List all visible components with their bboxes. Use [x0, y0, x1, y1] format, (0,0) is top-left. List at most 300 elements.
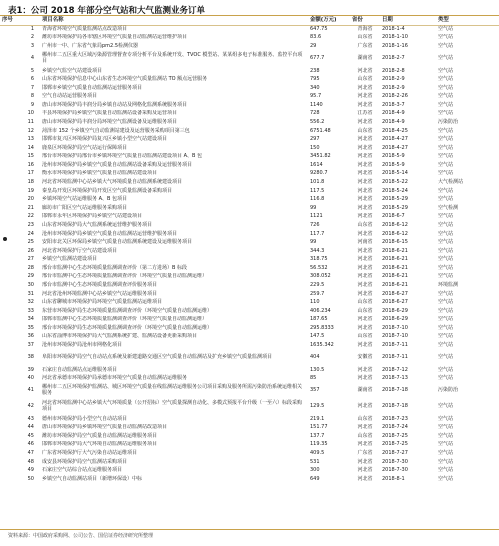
cell-province: 河北省 [357, 324, 373, 331]
cell-type: 空气站 [438, 110, 454, 117]
cell-type: 空气站 [438, 467, 454, 474]
table-row [0, 75, 499, 84]
cell-province: 河北省 [357, 467, 373, 474]
cell-type: 空气站 [438, 475, 454, 482]
cell-date: 2018-8-1 [382, 475, 405, 482]
table-row [0, 161, 499, 170]
cell-no: 50 [27, 475, 34, 482]
cell-province: 河北省 [357, 475, 373, 482]
cell-name: 邯郸市复兴区环境保护局复兴区乡镇小型空气站建设项目 [42, 136, 168, 143]
cell-amount: 150 [310, 144, 320, 151]
cell-name: 郴州市二五区环境保护监测站、城区环境空气质量在线监测站运维服务公司项目采购及服务所需污染防治系统运维相关服务 [42, 384, 303, 396]
table-row [0, 316, 499, 325]
cell-date: 2018-5-29 [382, 196, 408, 203]
cell-date: 2018-2-7 [382, 54, 405, 61]
cell-name: 邯郸市监测中心生态环境质量监测调查评价（环境空气质量自动监测运维） [42, 316, 208, 323]
cell-amount: 147.5 [310, 333, 325, 340]
table-row [0, 84, 499, 93]
cell-name: 邢台市环境保护局邢台市乡镇环境空气质量自动监测站建设项目 A、B 包 [42, 153, 203, 160]
cell-date: 2018-7-12 [382, 366, 408, 373]
cell-province: 河北省 [357, 247, 373, 254]
cell-province: 河北省 [357, 290, 373, 297]
cell-name: 成安县环境保护局空气监测站采购项目 [42, 458, 128, 465]
table-row [0, 366, 499, 375]
cell-name: 唐山市环境保护局丰润分局乡镇自动站及网格化监测系统服务项目 [42, 101, 188, 108]
cell-no: 13 [27, 136, 34, 143]
cell-no: 46 [27, 441, 34, 448]
table-row [0, 118, 499, 127]
cell-type: 空气站 [438, 127, 454, 134]
cell-amount: 85 [310, 375, 317, 382]
cell-province: 河北省 [357, 273, 373, 280]
cell-province: 河北省 [357, 316, 373, 323]
cell-province: 山东省 [357, 333, 373, 340]
cell-name: 邢台市监测中心生态环境质量监测调查评价服务项目 [42, 281, 158, 288]
cell-name: 沧州市环境保护局沧州市网格化项目 [42, 342, 123, 349]
cell-type: 空气站 [438, 221, 454, 228]
cell-province: 河北省 [357, 153, 373, 160]
cell-date: 2018-4-27 [382, 144, 408, 151]
cell-no: 44 [27, 424, 34, 431]
cell-name: 德州市环境保护局小型空气自动站项目 [42, 415, 128, 422]
col-header-amount: 金额(万元) [310, 16, 337, 23]
table-row [0, 34, 499, 43]
table-row [0, 25, 499, 34]
cell-no: 25 [27, 239, 34, 246]
cell-name: 邢台市监测中心生态环境质量监测调查评价（环境空气质量自动监测运维） [42, 273, 208, 280]
cell-name: 河北省沧州环境监测中心站乡镇空气站运维服务项目 [42, 290, 158, 297]
cell-amount: 404 [310, 353, 320, 360]
cell-no: 32 [27, 299, 34, 306]
cell-name: 山东省淄博市环境保护局大气监测系统扩建、监测站设备更新采购项目 [42, 333, 198, 340]
cell-type: 空气站 [438, 307, 454, 314]
table-row [0, 247, 499, 256]
cell-name: 山东省聊城市环境保护局环境空气质量监测站运维项目 [42, 299, 163, 306]
table-row [0, 466, 499, 475]
cell-province: 河北省 [357, 204, 373, 211]
cell-amount: 357 [310, 387, 320, 394]
cell-type: 空气站 [438, 316, 454, 323]
cell-date: 2018-5-14 [382, 170, 408, 177]
cell-province: 青海省 [357, 25, 373, 32]
cell-no: 33 [27, 307, 34, 314]
cell-type: 空气站 [438, 299, 454, 306]
cell-amount: 795 [310, 76, 320, 83]
cell-date: 2018-1-4 [382, 25, 405, 32]
cell-type: 空气站 [438, 324, 454, 331]
cell-province: 山东省 [357, 299, 373, 306]
table-row [0, 92, 499, 101]
cell-amount: 117.5 [310, 187, 325, 194]
cell-no: 7 [30, 84, 34, 91]
cell-province: 河北省 [357, 230, 373, 237]
cell-no: 17 [27, 170, 34, 177]
cell-name: 乡镇空气自动监测站项目（新增环保设）中标 [42, 475, 143, 482]
cell-date: 2018-7-30 [382, 467, 408, 474]
cell-amount: 151.77 [310, 424, 328, 431]
cell-no: 42 [27, 403, 34, 410]
cell-date: 2018-6-15 [382, 239, 408, 246]
cell-name: 邯郸市永年区环境保护局乡镇空气站建设项目 [42, 213, 143, 220]
col-header-no: 序号 [2, 16, 13, 23]
cell-province: 山东省 [357, 34, 373, 41]
cell-province: 广东省 [357, 42, 373, 49]
cell-province: 河北省 [357, 93, 373, 100]
cell-date: 2018-1-10 [382, 34, 408, 41]
cell-amount: 649 [310, 475, 320, 482]
cell-province: 河北省 [357, 213, 373, 220]
cell-no: 41 [27, 387, 34, 394]
table-row [0, 127, 499, 136]
cell-name: 邢台市监测中心生态环境质量监测调查评价（第二方进场）B 标段 [42, 264, 188, 271]
cell-amount: 677.7 [310, 54, 325, 61]
cell-type: 空气站 [438, 170, 454, 177]
cell-amount: 99 [310, 204, 317, 211]
cell-no: 23 [27, 221, 34, 228]
cell-date: 2018-4-27 [382, 136, 408, 143]
cell-date: 2018-7-18 [382, 403, 408, 410]
cell-amount: 6751.48 [310, 127, 331, 134]
cell-date: 2018-7-10 [382, 324, 408, 331]
cell-amount: 238 [310, 67, 320, 74]
cell-date: 2018-5-24 [382, 187, 408, 194]
table-header-row [0, 16, 499, 25]
cell-no: 14 [27, 144, 34, 151]
cell-no: 27 [27, 256, 34, 263]
cell-no: 22 [27, 213, 34, 220]
cell-name: 秦皇岛开发区环境保护局开发区空气质量监测设备采购项目 [42, 187, 173, 194]
cell-no: 49 [27, 467, 34, 474]
cell-name: 山东省环境保护局大气监测系统运营维护服务项目 [42, 221, 153, 228]
cell-type: 空气站 [438, 34, 454, 41]
cell-type: 空气站 [438, 230, 454, 237]
cell-name: 衡水市环境保护局乡镇空气质量自动监测站建设项目 [42, 170, 158, 177]
cell-province: 广东省 [357, 450, 373, 457]
cell-name: 空气自动站运营服务项目 [42, 93, 98, 100]
cell-type: 空气站 [438, 375, 454, 382]
cell-type: 空气站 [438, 458, 454, 465]
table-row [0, 135, 499, 144]
cell-type: 空气站 [438, 213, 454, 220]
cell-province: 河北省 [357, 264, 373, 271]
table-body [0, 25, 499, 484]
cell-date: 2018-4-9 [382, 110, 405, 117]
table-row [0, 51, 499, 67]
cell-province: 山东省 [357, 432, 373, 439]
cell-type: 空气站 [438, 153, 454, 160]
cell-no: 15 [27, 153, 34, 160]
cell-date: 2018-4-9 [382, 118, 405, 125]
cell-date: 2018-2-9 [382, 84, 405, 91]
cell-type: 空气站 [438, 161, 454, 168]
cell-province: 河北省 [357, 187, 373, 194]
cell-type: 污染防治 [438, 118, 459, 125]
cell-name: 河北省环境保护厅空气站建设项目 [42, 247, 118, 254]
cell-name: 乡镇环境空气站运维服务 A、B 包项目 [42, 196, 128, 203]
table-row [0, 170, 499, 179]
table-row [0, 298, 499, 307]
cell-amount: 229.5 [310, 281, 325, 288]
cell-type: 空气站 [438, 93, 454, 100]
cell-type: 空气站 [438, 415, 454, 422]
cell-amount: 9280.7 [310, 170, 328, 177]
table-row [0, 42, 499, 51]
cell-amount: 3451.82 [310, 153, 331, 160]
cell-amount: 129.5 [310, 403, 325, 410]
cell-name: 河北省承德市环境保护局承德市环境空气质量自动监测站运维服务 [42, 375, 188, 382]
cell-type: 空气站 [438, 290, 454, 297]
cell-province: 湖南省 [357, 54, 373, 61]
cell-type: 空气站 [438, 424, 454, 431]
table-row [0, 264, 499, 273]
cell-type: 空气站 [438, 144, 454, 151]
cell-no: 10 [27, 110, 34, 117]
cell-amount: 340 [310, 84, 320, 91]
cell-no: 3 [30, 42, 34, 49]
cell-name: 东营市环境保护局生态环境质量监测调查评价（环境空气质量自动监测运维） [42, 307, 213, 314]
cell-amount: 295.8333 [310, 324, 334, 331]
table-row [0, 255, 499, 264]
cell-date: 2018-5-9 [382, 161, 405, 168]
table-row [0, 290, 499, 299]
cell-type: 空气站 [438, 403, 454, 410]
col-header-date: 日期 [382, 16, 393, 23]
table-row [0, 374, 499, 383]
cell-type: 空气站 [438, 54, 454, 61]
cell-province: 河南省 [357, 239, 373, 246]
cell-amount: 219.1 [310, 415, 325, 422]
cell-province: 山东省 [357, 307, 373, 314]
cell-no: 30 [27, 281, 34, 288]
cell-province: 河北省 [357, 136, 373, 143]
cell-no: 31 [27, 290, 34, 297]
table-row [0, 475, 499, 484]
cell-type: 空气站 [438, 84, 454, 91]
cell-amount: 1121 [310, 213, 323, 220]
cell-type: 空气站 [438, 101, 454, 108]
cell-province: 河北省 [357, 458, 373, 465]
cell-province: 河北省 [357, 118, 373, 125]
cell-type: 空气站 [438, 353, 454, 360]
cell-date: 2018-6-21 [382, 281, 408, 288]
cell-amount: 531 [310, 458, 320, 465]
cell-province: 河北省 [357, 424, 373, 431]
cell-type: 空气站 [438, 264, 454, 271]
cell-amount: 297 [310, 136, 320, 143]
cell-date: 2018-6-29 [382, 316, 408, 323]
table-row [0, 178, 499, 187]
table-row [0, 449, 499, 458]
cell-no: 19 [27, 187, 34, 194]
cell-date: 2018-5-29 [382, 204, 408, 211]
cell-date: 2018-7-30 [382, 458, 408, 465]
cell-type: 空气站 [438, 239, 454, 246]
cell-type: 空气站 [438, 25, 454, 32]
cell-type: 空气检测 [438, 204, 459, 211]
cell-no: 29 [27, 273, 34, 280]
col-header-type: 类型 [438, 16, 449, 23]
cell-province: 河北省 [357, 342, 373, 349]
cell-date: 2018-2-8 [382, 67, 405, 74]
cell-name: 丰县环境保护局乡镇空气质量自动监测站设备采购及运营项目 [42, 110, 178, 117]
cell-amount: 1614 [310, 161, 323, 168]
cell-amount: 137.7 [310, 432, 325, 439]
cell-amount: 308.052 [310, 273, 331, 280]
cell-date: 2018-1-16 [382, 42, 408, 49]
cell-name: 潍坊市环境保护局空气质量自动监测站运维服务项目 [42, 432, 158, 439]
col-header-name: 项目名称 [42, 16, 64, 23]
cell-name: 河北省环境监测中心站乡镇大气环境质量（公开招标）空气质量探测自动化、多模式预报平台升级（一至六）标段采购项目 [42, 400, 303, 412]
cell-amount: 406.234 [310, 307, 331, 314]
cell-type: 空气站 [438, 441, 454, 448]
cell-date: 2018-3-7 [382, 101, 405, 108]
cell-no: 11 [27, 118, 34, 125]
cell-no: 40 [27, 375, 34, 382]
cell-name: 邯郸市乡镇空气质量自动监测站运营服务项目 [42, 84, 143, 91]
cell-province: 河北省 [357, 441, 373, 448]
cell-name: 郴州市二五区重大区域污染源管理督查专项分析平台及系统开发、TVOC 模型站、某某组多电子标准服务、监控平台项目 [42, 51, 303, 64]
cell-no: 28 [27, 264, 34, 271]
cell-no: 18 [27, 179, 34, 186]
cell-type: 空气站 [438, 196, 454, 203]
cell-date: 2018-7-27 [382, 450, 408, 457]
cell-date: 2018-6-29 [382, 307, 408, 314]
table-row [0, 273, 499, 282]
cell-type: 大气检测站 [438, 179, 464, 186]
cell-date: 2018-7-23 [382, 415, 408, 422]
cell-amount: 1635.342 [310, 342, 334, 349]
cell-type: 空气站 [438, 432, 454, 439]
cell-date: 2018-5-9 [382, 153, 405, 160]
cell-type: 空气站 [438, 247, 454, 254]
cell-date: 2018-7-25 [382, 432, 408, 439]
cell-amount: 101.8 [310, 179, 325, 186]
cell-province: 河北省 [357, 403, 373, 410]
cell-no: 8 [30, 93, 34, 100]
cell-type: 空气站 [438, 136, 454, 143]
cell-province: 河北省 [357, 170, 373, 177]
cell-date: 2018-6-21 [382, 256, 408, 263]
cell-amount: 409.5 [310, 450, 325, 457]
cell-amount: 117.7 [310, 230, 325, 237]
cell-date: 2018-7-10 [382, 333, 408, 340]
cell-no: 36 [27, 333, 34, 340]
cell-province: 山东省 [357, 415, 373, 422]
cell-province: 山东省 [357, 127, 373, 134]
cell-name: 沧州市环境保护局乡镇空气质量自动监测站运营维护服务项目 [42, 230, 178, 237]
cell-no: 34 [27, 316, 34, 323]
cell-no: 4 [30, 54, 34, 61]
cell-type: 污染防治 [438, 387, 459, 394]
cell-province: 河北省 [357, 375, 373, 382]
table-row [0, 399, 499, 415]
cell-amount: 344.3 [310, 247, 325, 254]
cell-date: 2018-7-25 [382, 441, 408, 448]
cell-no: 26 [27, 247, 34, 254]
cell-name: 唐山市环境保护局丰润分局环境空气监测设备及运维服务项目 [42, 118, 178, 125]
cell-name: 廊坊市广阳区空气站运维服务采购项目 [42, 204, 128, 211]
cell-name: 石家庄空气站综合站点运维服务项目 [42, 467, 123, 474]
table-row [0, 458, 499, 467]
cell-name: 山东省环境保护信息中心山东省生态环境空气质量监测站 TO 额点远营服务 [42, 76, 208, 83]
cell-province: 湖南省 [357, 387, 373, 394]
table-row [0, 307, 499, 316]
cell-no: 45 [27, 432, 34, 439]
cell-province: 河北省 [357, 196, 373, 203]
cell-date: 2018-6-27 [382, 290, 408, 297]
cell-no: 1 [30, 25, 34, 32]
cell-no: 48 [27, 458, 34, 465]
cell-amount: 130.5 [310, 366, 325, 373]
cell-province: 河北省 [357, 144, 373, 151]
table-row [0, 341, 499, 350]
cell-no: 12 [27, 127, 34, 134]
cell-province: 山东省 [357, 221, 373, 228]
cell-date: 2018-7-13 [382, 375, 408, 382]
cell-no: 47 [27, 450, 34, 457]
cell-name: 安阳市北关区环保局乡镇空气质量自动监测系统建设及运维服务项目 [42, 239, 193, 246]
cell-no: 38 [27, 353, 34, 360]
table-row [0, 221, 499, 230]
cell-amount: 647.75 [310, 25, 328, 32]
cell-type: 空气站 [438, 256, 454, 263]
cell-name: 乡镇空气监空气站建设项目 [42, 67, 103, 74]
cell-name: 石家庄自动监测站点运维服务项目 [42, 366, 118, 373]
cell-date: 2018-6-21 [382, 273, 408, 280]
cell-date: 2018-6-27 [382, 299, 408, 306]
cell-type: 空气站 [438, 450, 454, 457]
cell-no: 9 [30, 101, 34, 108]
table-row [0, 383, 499, 399]
cell-province: 山东省 [357, 76, 373, 83]
cell-province: 河北省 [357, 366, 373, 373]
cell-no: 39 [27, 366, 34, 373]
cell-name: 乡镇空气监测站建设项目 [42, 256, 98, 263]
cell-amount: 116.8 [310, 196, 325, 203]
cell-no: 35 [27, 324, 34, 331]
cell-name: 菏泽市 152 个乡镇空气自动监测站建设及运营服务采购项目第三包 [42, 127, 190, 134]
cell-type: 空气站 [438, 342, 454, 349]
table-row [0, 110, 499, 119]
col-header-province: 省份 [352, 16, 363, 23]
cell-date: 2018-6-12 [382, 221, 408, 228]
cell-amount: 318.75 [310, 256, 328, 263]
cell-no: 37 [27, 342, 34, 349]
cell-date: 2018-7-11 [382, 342, 408, 349]
cell-date: 2018-4-25 [382, 127, 408, 134]
cell-amount: 99 [310, 239, 317, 246]
cell-amount: 95.7 [310, 93, 322, 100]
cell-date: 2018-7-24 [382, 424, 408, 431]
cell-province: 河北省 [357, 84, 373, 91]
cell-no: 43 [27, 415, 34, 422]
cell-name: 河北省环境监测中心站乡镇大气环境质量自动监测系统建设项目 [42, 179, 183, 186]
table-row [0, 204, 499, 213]
cell-amount: 728 [310, 110, 320, 117]
cell-amount: 83.6 [310, 34, 322, 41]
table-row [0, 238, 499, 247]
cell-amount: 110 [310, 299, 320, 306]
source-note: 资料来源：中国政府采购网、公司公告、国信证券经济研究所整理 [8, 533, 154, 539]
table-row [0, 187, 499, 196]
cell-type: 环境监测 [438, 281, 459, 288]
cell-province: 河北省 [357, 256, 373, 263]
cell-date: 2018-7-11 [382, 353, 408, 360]
table-row [0, 333, 499, 342]
cell-date: 2018-6-21 [382, 247, 408, 254]
cell-province: 河北省 [357, 101, 373, 108]
cell-name: 青海省环境空气质量监测站点改造项目 [42, 25, 128, 32]
